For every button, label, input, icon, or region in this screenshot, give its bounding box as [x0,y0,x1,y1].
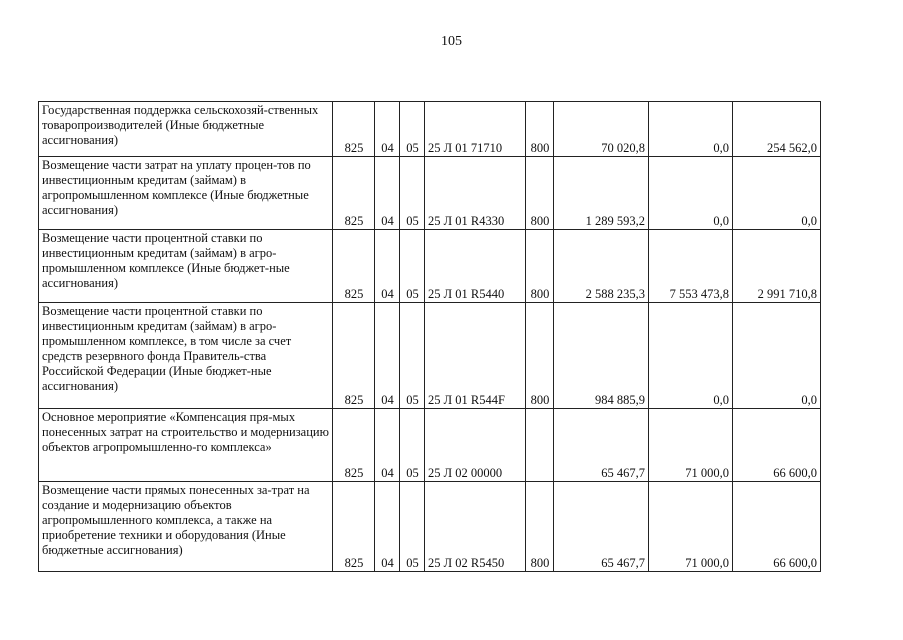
expense-type: 800 [526,303,554,409]
amount-3: 0,0 [733,157,821,230]
amount-3: 2 991 710,8 [733,230,821,303]
subsection-code: 05 [400,157,425,230]
row-description: Возмещение части затрат на уплату процен-тов по инвестиционным кредитам (займам) в агропромышленном комплексе (Иные бюджетные ассигнования) [39,157,333,230]
target-article: 25 Л 01 R544F [425,303,526,409]
amount-1: 1 289 593,2 [554,157,649,230]
target-article: 25 Л 02 00000 [425,409,526,482]
expense-type [526,409,554,482]
amount-3: 0,0 [733,303,821,409]
subsection-code: 05 [400,102,425,157]
amount-2: 0,0 [649,102,733,157]
ministry-code: 825 [333,303,375,409]
amount-2: 71 000,0 [649,409,733,482]
table-row [39,157,821,230]
amount-1: 65 467,7 [554,409,649,482]
amount-2: 0,0 [649,157,733,230]
amount-3: 66 600,0 [733,482,821,572]
subsection-code: 05 [400,409,425,482]
row-description: Возмещение части процентной ставки по инвестиционным кредитам (займам) в агро-промышленном комплексе (Иные бюджет-ные ассигнования) [39,230,333,303]
amount-1: 70 020,8 [554,102,649,157]
expense-type: 800 [526,157,554,230]
subsection-code: 05 [400,482,425,572]
expense-type: 800 [526,230,554,303]
amount-1: 2 588 235,3 [554,230,649,303]
ministry-code: 825 [333,157,375,230]
row-description: Возмещение части прямых понесенных за-трат на создание и модернизацию объектов агропромышленного комплекса, а также на приобретение техники и оборудования (Иные бюджетные ассигнования) [39,482,333,572]
target-article: 25 Л 01 71710 [425,102,526,157]
target-article: 25 Л 02 R5450 [425,482,526,572]
section-code: 04 [375,102,400,157]
subsection-code: 05 [400,303,425,409]
row-description: Возмещение части процентной ставки по инвестиционным кредитам (займам) в агро-промышленном комплексе, в том числе за счет средств резервного фонда Правитель-ства Российской Федерации (Иные бюджет-ные ассигнования) [39,303,333,409]
page-number: 105 [441,34,462,49]
ministry-code: 825 [333,409,375,482]
row-description: Государственная поддержка сельскохозяй-ственных товаропроизводителей (Иные бюджетные ассигнования) [39,102,333,157]
section-code: 04 [375,482,400,572]
ministry-code: 825 [333,482,375,572]
expense-type: 800 [526,482,554,572]
amount-3: 254 562,0 [733,102,821,157]
target-article: 25 Л 01 R4330 [425,157,526,230]
amount-2: 0,0 [649,303,733,409]
budget-table [38,101,821,572]
expense-type: 800 [526,102,554,157]
amount-1: 65 467,7 [554,482,649,572]
row-description: Основное мероприятие «Компенсация пря-мых понесенных затрат на строительство и модернизацию объектов агропромышленно-го комплекса» [39,409,333,482]
amount-2: 7 553 473,8 [649,230,733,303]
amount-1: 984 885,9 [554,303,649,409]
table-row [39,409,821,482]
table-row [39,303,821,409]
table-row [39,482,821,572]
section-code: 04 [375,230,400,303]
subsection-code: 05 [400,230,425,303]
table-row [39,102,821,157]
amount-3: 66 600,0 [733,409,821,482]
section-code: 04 [375,303,400,409]
amount-2: 71 000,0 [649,482,733,572]
ministry-code: 825 [333,102,375,157]
section-code: 04 [375,409,400,482]
table-row [39,230,821,303]
ministry-code: 825 [333,230,375,303]
section-code: 04 [375,157,400,230]
target-article: 25 Л 01 R5440 [425,230,526,303]
